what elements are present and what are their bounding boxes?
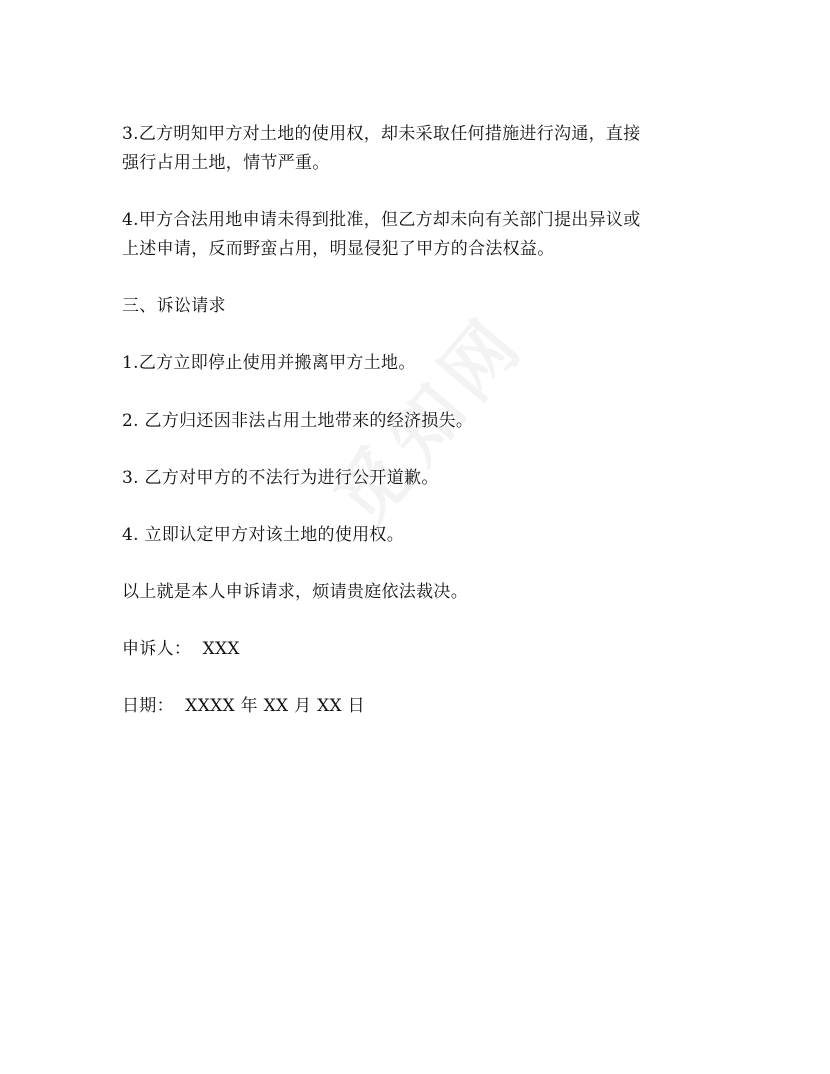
appellant-line [122, 635, 702, 664]
request-item-4 [122, 521, 702, 550]
paragraph-claim-3 [122, 120, 702, 178]
text-line: 强行占用土地，情节严重。 [122, 153, 330, 173]
request-item-1 [122, 349, 702, 378]
section-heading-litigation-requests [122, 292, 702, 321]
text-line: 日期： XXXX 年 XX 月 XX 日 [122, 696, 365, 716]
text-line: 4.甲方合法用地申请未得到批准，但乙方却未向有关部门提出异议或 [122, 210, 641, 230]
date-line [122, 692, 702, 721]
closing-statement [122, 578, 702, 607]
request-item-2 [122, 407, 702, 436]
text-line: 以上就是本人申诉请求，烦请贵庭依法裁决。 [122, 582, 468, 602]
heading-text: 三、诉讼请求 [122, 296, 226, 316]
text-line: 1.乙方立即停止使用并搬离甲方土地。 [122, 353, 416, 373]
text-line: 4. 立即认定甲方对该土地的使用权。 [122, 525, 405, 545]
request-item-3 [122, 464, 702, 493]
text-line: 2. 乙方归还因非法占用土地带来的经济损失。 [122, 411, 474, 431]
paragraph-claim-4 [122, 206, 702, 264]
text-line: 3.乙方明知甲方对土地的使用权，却未采取任何措施进行沟通，直接 [122, 124, 641, 144]
text-line: 申诉人： XXX [122, 639, 240, 659]
text-line: 3. 乙方对甲方的不法行为进行公开道歉。 [122, 468, 439, 488]
text-line: 上述申请，反而野蛮占用，明显侵犯了甲方的合法权益。 [122, 239, 555, 259]
